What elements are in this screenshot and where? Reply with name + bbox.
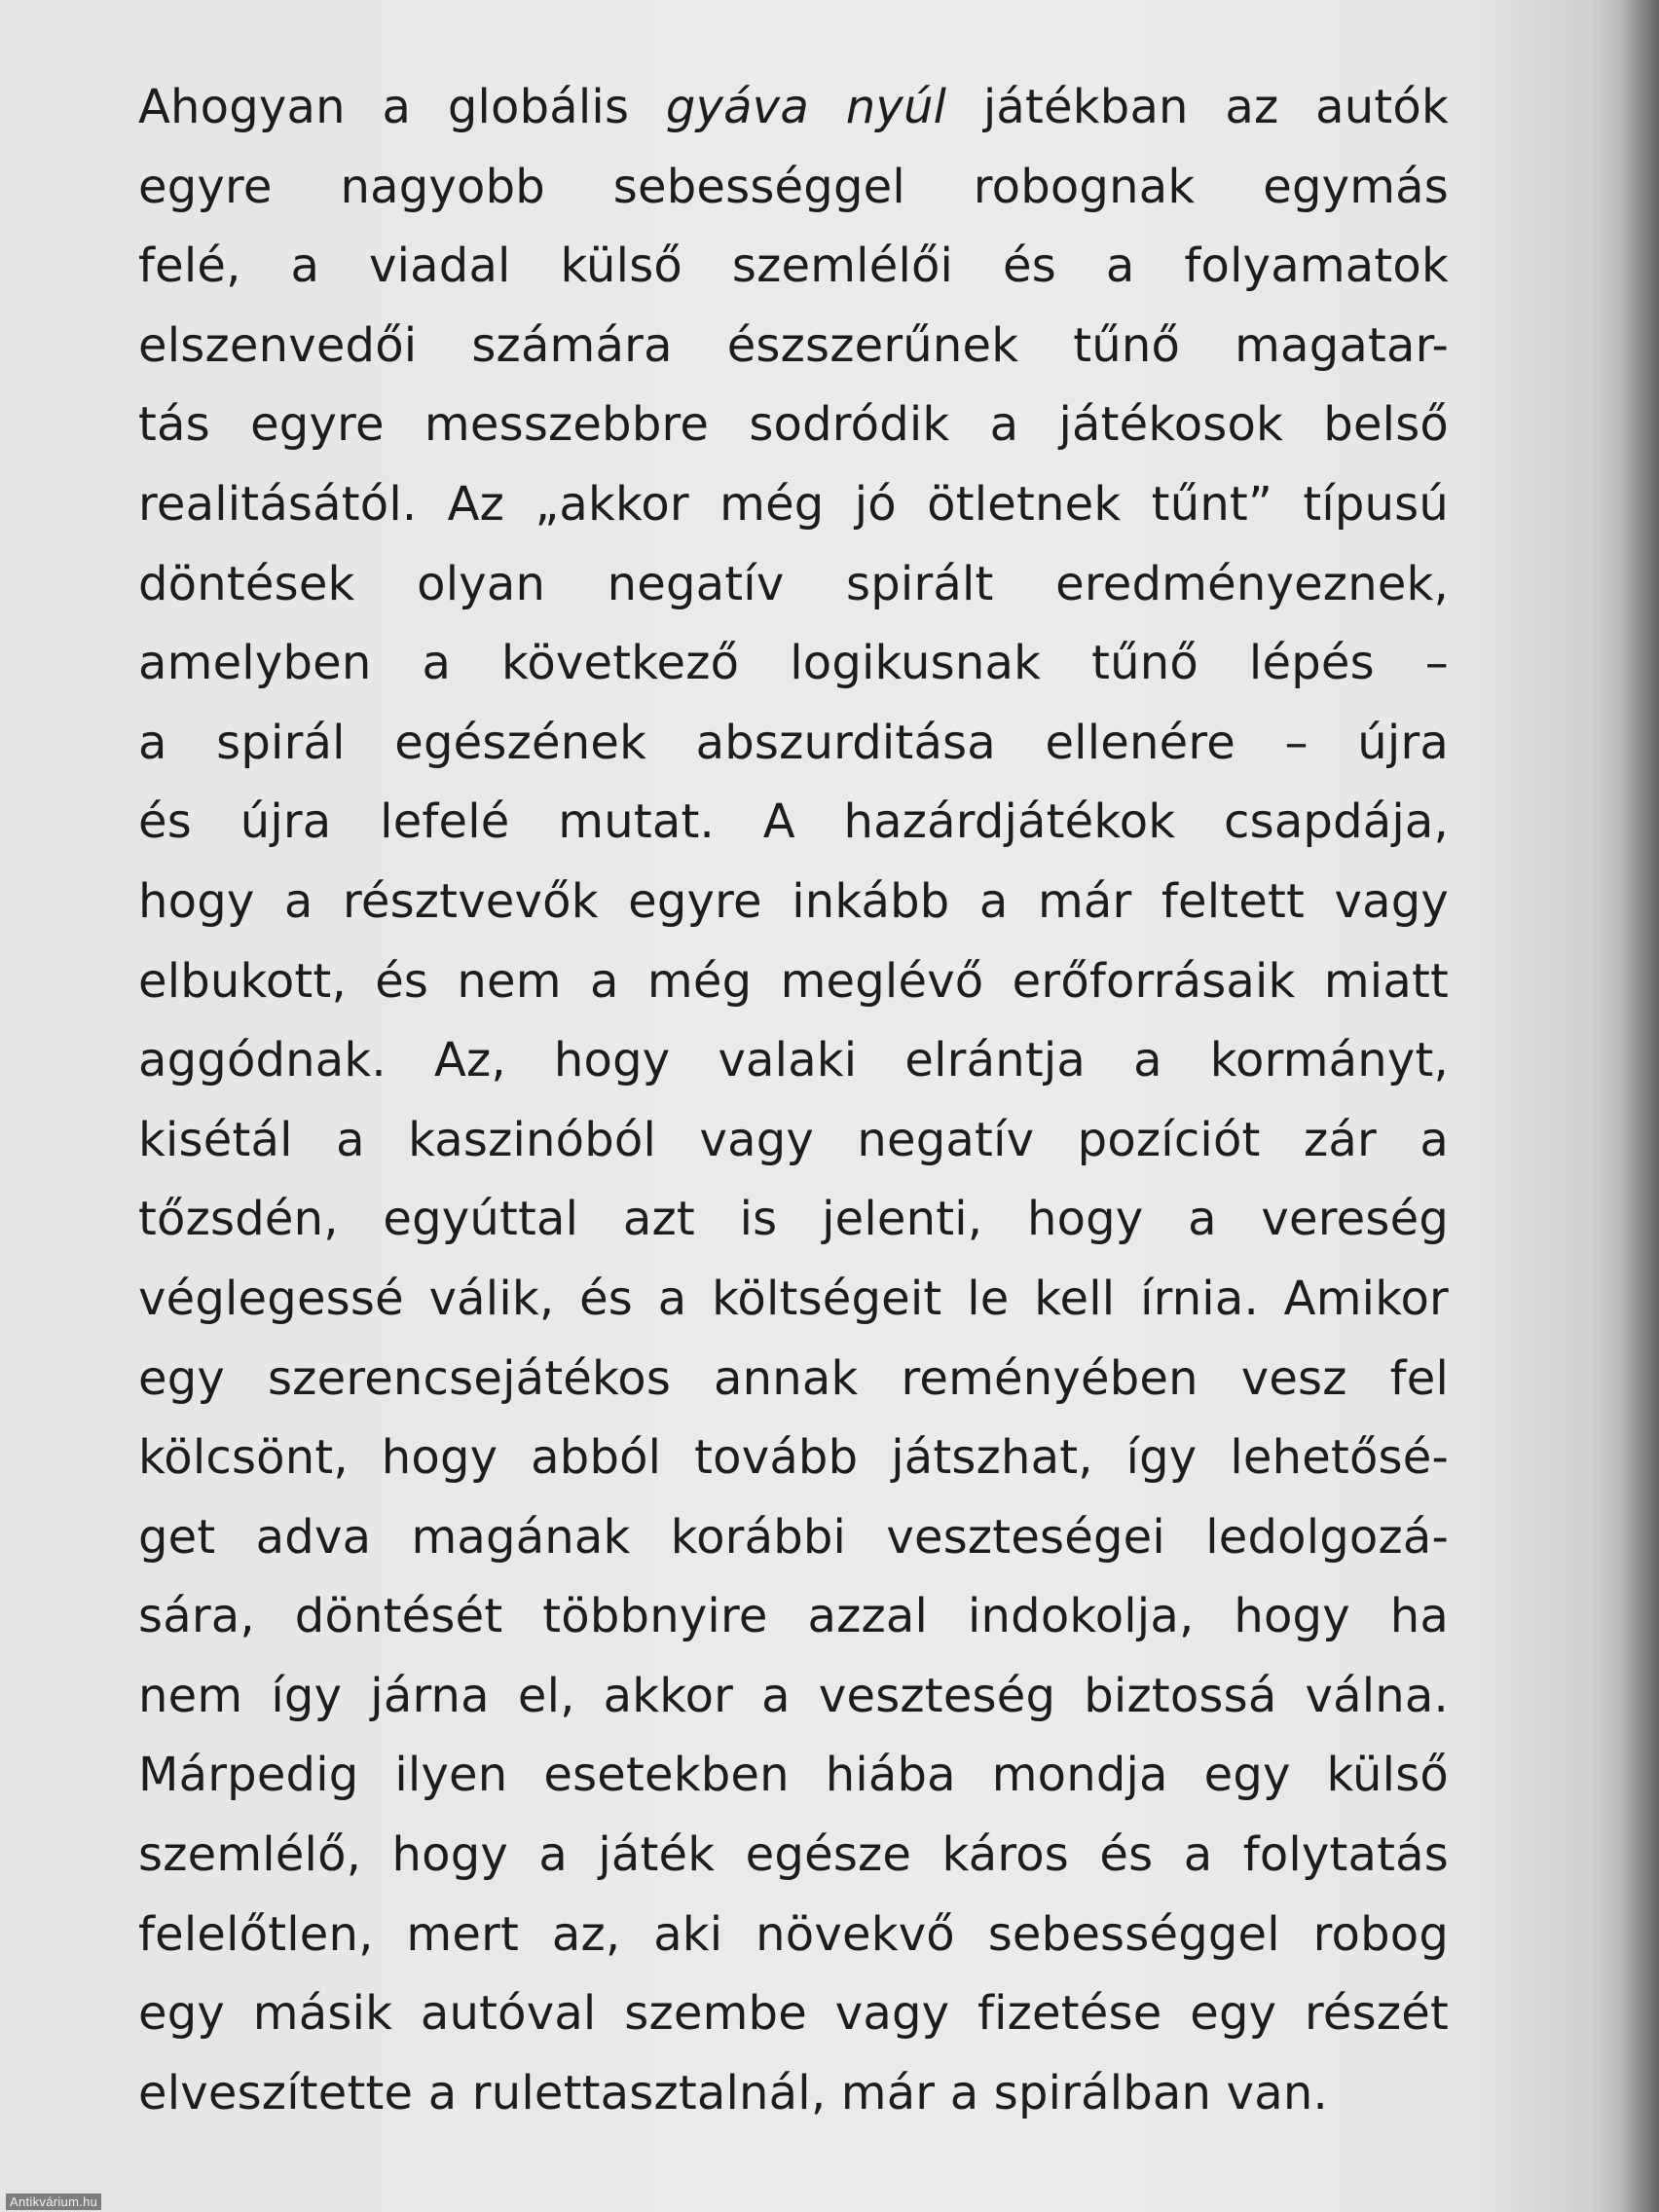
text-line-16: véglegessé válik, és a költségeit le kell írnia. Amikor: [138, 1271, 1449, 1326]
text-line-15: tőzsdén, egyúttal azt is jelenti, hogy a vereség: [138, 1192, 1449, 1247]
text-line-11: hogy a résztvevők egyre inkább a már feltett vagy: [138, 873, 1449, 929]
text-line-8: amelyben a következő logikusnak tűnő lépés –: [138, 636, 1449, 691]
text-line-23: szemlélő, hogy a játék egésze káros és a folytatás: [138, 1827, 1449, 1883]
text-line-22: Márpedig ilyen esetekben hiába mondja egy külső: [138, 1748, 1449, 1803]
text-line-21: nem így járna el, akkor a veszteség biztossá válna.: [138, 1668, 1449, 1723]
text-line-4: elszenvedői számára észszerűnek tűnő magatar-: [138, 317, 1449, 373]
italic-phrase: gyáva nyúl: [665, 80, 947, 134]
text-line-1: Ahogyan a globális gyáva nyúl játékban az autók: [138, 80, 1449, 134]
text-line-5: tás egyre messzebbre sodródik a játékosok belső: [138, 397, 1449, 453]
text-line-18: kölcsönt, hogy abból tovább játszhat, így lehetősé-: [138, 1430, 1449, 1486]
text-line-6: realitásától. Az „akkor még jó ötletnek tűnt” típusú: [138, 476, 1449, 532]
text-line-19: get adva magának korábbi veszteségei ledolgozá-: [138, 1509, 1449, 1565]
text-line-13: aggódnak. Az, hogy valaki elrántja a kormányt,: [138, 1033, 1449, 1088]
text-line-25: egy másik autóval szembe vagy fizetése egy részét: [138, 1986, 1449, 2042]
text-line-26: elveszítette a rulettasztalnál, már a spirálban van.: [138, 2065, 1328, 2120]
text-line-17: egy szerencsejátékos annak reményében vesz fel: [138, 1350, 1449, 1406]
text-line-3: felé, a viadal külső szemlélői és a folyamatok: [138, 239, 1449, 294]
text-line-24: felelőtlen, mert az, aki növekvő sebességgel robog: [138, 1906, 1449, 1962]
text-line-14: kisétál a kaszinóból vagy negatív pozíciót zár a: [138, 1112, 1449, 1167]
text-line-12: elbukott, és nem a még meglévő erőforrásaik miatt: [138, 953, 1449, 1009]
page-edge-shadow: [1620, 0, 1659, 2212]
body-paragraph: [138, 68, 1449, 2133]
text-line-9: a spirál egészének abszurditása ellenére – újra: [138, 715, 1449, 770]
text-line-2: egyre nagyobb sebességgel robognak egymás: [138, 159, 1449, 214]
watermark-label: Antikvárium.hu: [6, 2194, 101, 2210]
text-line-20: sára, döntését többnyire azzal indokolja, hogy ha: [138, 1589, 1449, 1644]
text-line-7: döntések olyan negatív spirált eredményeznek,: [138, 556, 1449, 611]
text-line-10: és újra lefelé mutat. A hazárdjátékok csapdája,: [138, 794, 1449, 850]
